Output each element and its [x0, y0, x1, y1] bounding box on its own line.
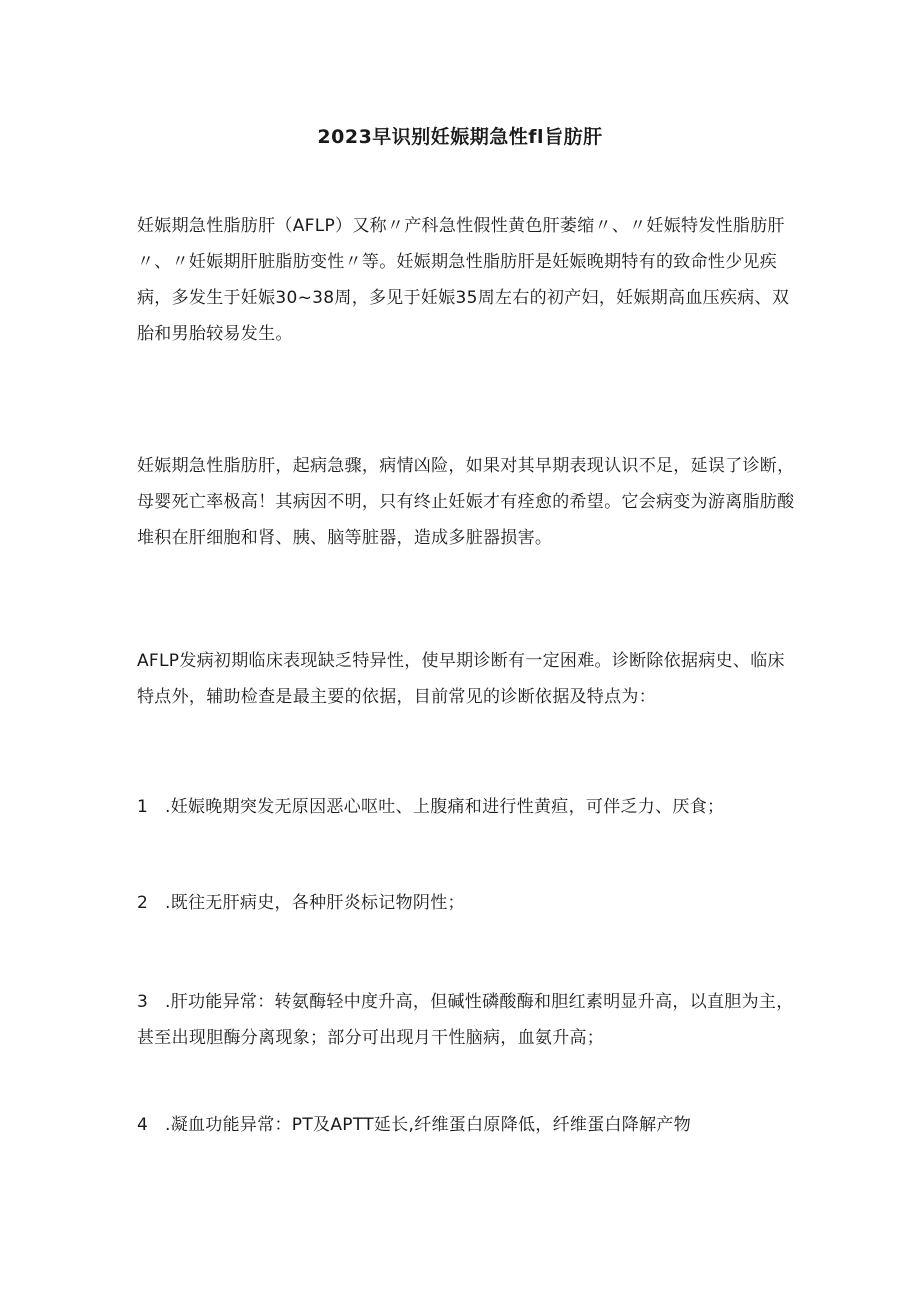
list-item-number: 4: [137, 1115, 149, 1135]
list-item-number: 2: [137, 893, 149, 913]
list-item: [137, 789, 797, 825]
list-item-text: .既往无肝病史，各种肝炎标记物阴性；: [165, 893, 465, 913]
list-item-number: 3: [137, 992, 149, 1012]
list-item-text: .凝血功能异常：PT及APTT延长,纤维蛋白原降低，纤维蛋白降解产物: [165, 1115, 691, 1135]
list-item: [137, 984, 797, 1056]
document-title: 2023早识别妊娠期急性fl旨肪肝: [317, 126, 603, 148]
list-item-number: 1: [137, 797, 149, 817]
list-item-text: .妊娠晚期突发无原因恶心呕吐、上腹痛和进行性黄疸，可伴乏力、厌食；: [165, 797, 725, 817]
paragraph-diagnosis: AFLP发病初期临床表现缺乏特异性，使早期诊断有一定困难。诊断除依据病史、临床特点外，辅助检查是最主要的依据，目前常见的诊断依据及特点为：: [137, 651, 785, 707]
paragraph-intro: 妊娠期急性脂肪肝（AFLP）又称〃产科急性假性黄色肝萎缩〃、〃妊娠特发性脂肪肝〃、〃妊娠期肝脏脂肪变性〃等。妊娠期急性脂肪肝是妊娠晚期特有的致命性少见疾病，多发生于妊娠30~38周，多见于妊娠35周左右的初产妇，妊娠期高血压疾病、双胎和男胎较易发生。: [137, 216, 790, 344]
list-item: [137, 1107, 797, 1143]
list-item: [137, 885, 797, 921]
list-item-text: .肝功能异常：转氨酶轻中度升高，但碱性磷酸酶和胆红素明显升高，以直胆为主，甚至出现胆酶分离现象；部分可出现月干性脑病，血氨升高；: [137, 992, 794, 1048]
paragraph-severity: 妊娠期急性脂肪肝，起病急骤，病情凶险，如果对其早期表现认识不足，延误了诊断，母婴死亡率极高！其病因不明，只有终止妊娠才有痊愈的希望。它会病变为游离脂肪酸堆积在肝细胞和肾、胰、脑等脏器，造成多脏器损害。: [137, 456, 795, 548]
